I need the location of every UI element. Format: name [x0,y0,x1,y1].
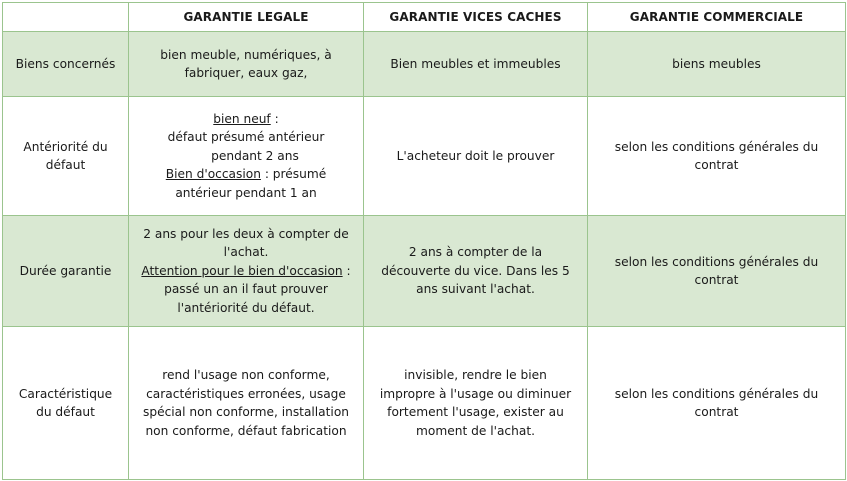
cell-line: impropre à l'usage ou diminuer [379,386,572,401]
bien-occasion-title: Bien d'occasion [165,167,261,182]
cell-line [135,262,357,281]
cell-line: 2 ans pour les deux à compter de [143,226,349,241]
bien-neuf-sep: : [270,111,279,126]
cell-line: contrat [694,158,739,172]
row-label [3,97,129,216]
cell-line: 2 ans à compter de la [408,245,543,260]
cell-line: moment de l'achat. [416,423,535,438]
cell-legale [129,216,364,327]
cell-line: l'achat. [223,245,269,260]
row-biens-concernes [3,32,846,97]
cell-line: découverte du vice. Dans les 5 [381,263,570,278]
cell-legale [129,327,364,480]
cell-line: pendant 2 ans [211,148,299,163]
row-label-line: Antériorité du [23,139,108,154]
cell-legale [129,97,364,216]
cell-line: bien meuble, numériques, à [160,47,332,62]
cell-line: selon les conditions générales du [614,139,819,154]
bien-neuf-title: bien neuf [213,111,271,126]
row-anteriorite-defaut [3,97,846,216]
cell-line: passé un an il faut prouver [164,282,328,297]
row-label-line: Caractéristique [18,386,113,401]
cell-line: défaut présumé antérieur [167,130,325,145]
cell-legale [129,32,364,97]
cell-line: ans suivant l'achat. [416,282,535,297]
cell-commerciale: biens meubles [588,32,846,97]
header-corner-cell [3,3,129,32]
cell-line: selon les conditions générales du [614,386,819,401]
cell-commerciale [588,216,846,327]
guarantee-comparison-table [2,2,846,480]
header-garantie-legale: GARANTIE LEGALE [129,3,364,32]
cell-line: contrat [694,405,739,419]
cell-line [135,110,357,129]
cell-line: antérieur pendant 1 an [175,185,317,200]
cell-commerciale [588,327,846,480]
cell-line: rend l'usage non conforme, [162,368,330,382]
row-label: Durée garantie [3,216,129,327]
row-label-line: du défaut [36,405,95,419]
cell-line: non conforme, défaut fabrication [145,423,347,438]
cell-line: fortement l'usage, exister au [387,405,564,419]
cell-line: spécial non conforme, installation [142,405,349,419]
row-label [3,327,129,480]
attention-title: Attention pour le bien d'occasion [141,263,343,278]
header-garantie-commerciale: GARANTIE COMMERCIALE [588,3,846,32]
cell-line: fabriquer, eaux gaz, [184,66,308,80]
header-row [3,3,846,32]
cell-vices [364,216,588,327]
cell-line: contrat [694,273,739,287]
cell-line: caractéristiques erronées, usage [146,386,346,401]
cell-line: selon les conditions générales du [614,254,819,269]
row-label-line: défaut [45,158,86,172]
row-duree-garantie [3,216,846,327]
row-label: Biens concernés [3,32,129,97]
cell-vices [364,327,588,480]
cell-line [135,165,357,184]
cell-line: l'antériorité du défaut. [177,300,315,315]
cell-vices: L'acheteur doit le prouver [364,97,588,216]
cell-line: invisible, rendre le bien [404,368,547,382]
bien-occasion-sep: : présumé [260,167,327,182]
header-garantie-vices-caches: GARANTIE VICES CACHES [364,3,588,32]
attention-sep: : [342,263,351,278]
cell-vices: Bien meubles et immeubles [364,32,588,97]
row-caracteristique-defaut [3,327,846,480]
cell-commerciale [588,97,846,216]
